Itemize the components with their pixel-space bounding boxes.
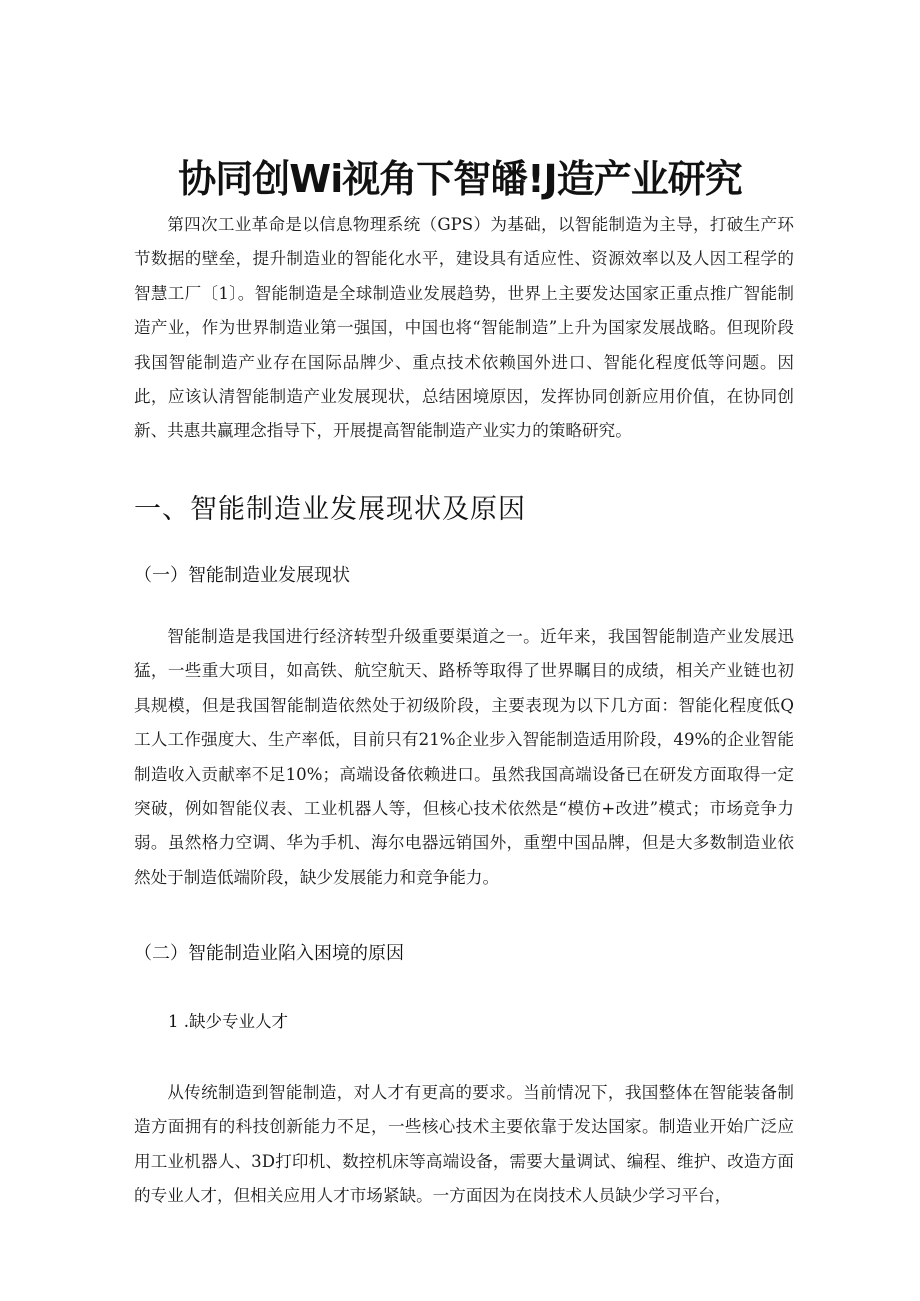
subsection-1-paragraph: 智能制造是我国进行经济转型升级重要渠道之一。近年来，我国智能制造产业发展迅猛，一些重大项目，如高铁、航空航天、路桥等取得了世界瞩目的成绩，相关产业链也初具规模，但是我国智能制造依然处于初级阶段，主要表现为以下几方面：智能化程度低Q工人工作强度大、生产率低，目前只有21%企业步入智能制造适用阶段，49%的企业智能制造收入贡献率不足10%；高端设备依赖进口。虽然我国高端设备已在研发方面取得一定突破，例如智能仪表、工业机器人等，但核心技术依然是“模仿+改进”模式；市场竞争力弱。虽然格力空调、华为手机、海尔电器远销国外，重塑中国品牌，但是大多数制造业依然处于制造低端阶段，缺少发展能力和竞争能力。 bbox=[134, 627, 794, 887]
intro-paragraph: 第四次工业革命是以信息物理系统（GPS）为基础，以智能制造为主导，打破生产环节数据的壁垒，提升制造业的智能化水平，建设具有适应性、资源效率以及人因工程学的智慧工厂〔1〕。智能制造是全球制造业发展趋势，世界上主要发达国家正重点推广智能制造产业，作为世界制造业第一强国，中国也将“智能制造”上升为国家发展战略。但现阶段我国智能制造产业存在国际品牌少、重点技术依赖国外进口、智能化程度低等问题。因此，应该认清智能制造产业发展现状，总结困境原因，发挥协同创新应用价值，在协同创新、共惠共赢理念指导下，开展提高智能制造产业实力的策略研究。 bbox=[134, 215, 794, 441]
document-title: 协同创Wi视角下智皤!J造产业研究 bbox=[178, 157, 742, 202]
section-heading-1: 一、智能制造业发展现状及原因 bbox=[134, 494, 526, 525]
point-1-paragraph: 从传统制造到智能制造，对人才有更高的要求。当前情况下，我国整体在智能装备制造方面拥有的科技创新能力不足，一些核心技术主要依靠于发达国家。制造业开始广泛应用工业机器人、3D打印机、数控机床等高端设备，需要大量调试、编程、维护、改造方面的专业人才，但相关应用人才市场紧缺。一方面因为在岗技术人员缺少学习平台， bbox=[134, 1083, 794, 1206]
point-heading-1: 1 .缺少专业人才 bbox=[168, 1012, 288, 1031]
subsection-heading-1: （一）智能制造业发展现状 bbox=[134, 565, 350, 586]
subsection-heading-2: （二）智能制造业陷入困境的原因 bbox=[134, 943, 404, 964]
